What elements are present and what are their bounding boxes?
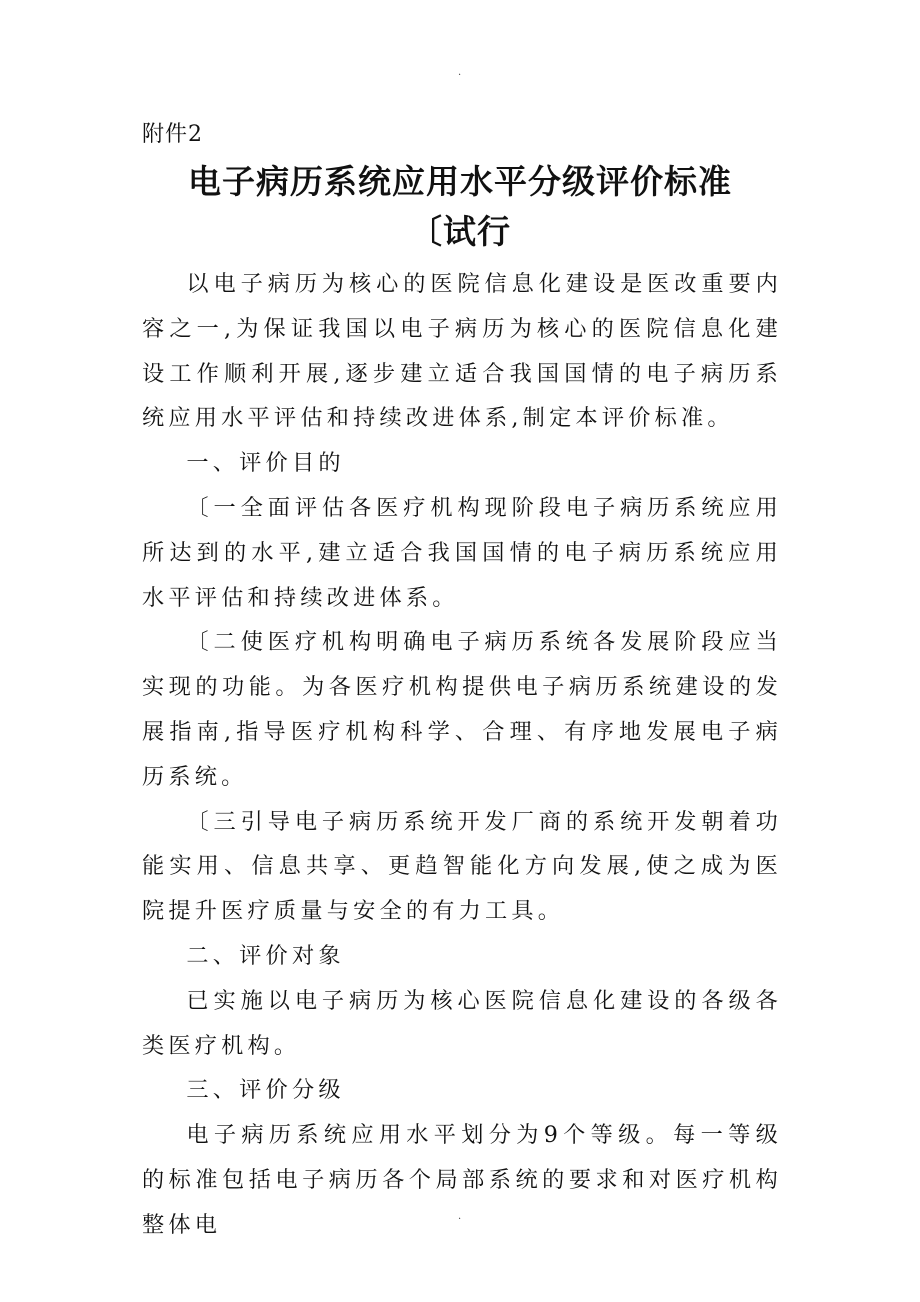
document-subtitle: 〔试行 <box>409 212 511 251</box>
document-title: 电子病历系统应用水平分级评价标准 <box>188 162 732 201</box>
page-marker-bottom: . <box>458 1211 462 1222</box>
target-paragraph: 已实施以电子病历为核心医院信息化建设的各级各类医疗机构。 <box>142 987 782 1059</box>
grading-paragraph: 电子病历系统应用水平划分为9个等级。每一等级的标准包括电子病历各个局部系统的要求和对医疗机构整体电 <box>142 1122 783 1238</box>
attachment-label: 附件2 <box>142 122 203 147</box>
document-body <box>142 262 782 1248</box>
section-heading-purpose: 一、评价目的 <box>186 450 345 477</box>
purpose-item-2: 〔二使医疗机构明确电子病历系统各发展阶段应当实现的功能。为各医疗机构提供电子病历系统建设的发展指南,指导医疗机构科学、合理、有序地发展电子病历系统。 <box>142 629 782 790</box>
page-marker-top: . <box>458 67 462 78</box>
section-heading-target: 二、评价对象 <box>186 942 345 969</box>
section-heading-grading: 三、评价分级 <box>186 1077 345 1104</box>
intro-paragraph: 以电子病历为核心的医院信息化建设是医改重要内容之一,为保证我国以电子病历为核心的医院信息化建设工作顺利开展,逐步建立适合我国国情的电子病历系统应用水平评估和持续改进体系,制定本评价标准。 <box>142 271 782 432</box>
purpose-item-1: 〔一全面评估各医疗机构现阶段电子病历系统应用所达到的水平,建立适合我国国情的电子病历系统应用水平评估和持续改进体系。 <box>142 494 782 611</box>
purpose-item-3: 〔三引导电子病历系统开发厂商的系统开发朝着功能实用、信息共享、更趋智能化方向发展,使之成为医院提升医疗质量与安全的有力工具。 <box>142 808 782 925</box>
